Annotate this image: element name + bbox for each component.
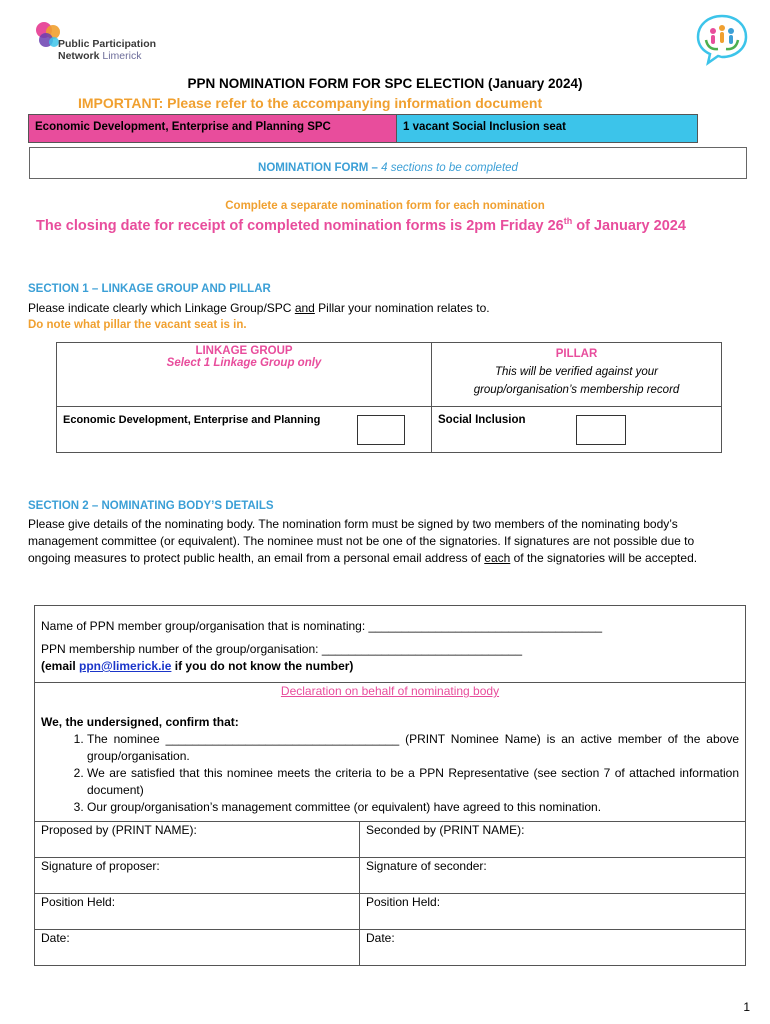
email-link[interactable]: ppn@limerick.ie [79, 659, 172, 673]
proposed-by-field[interactable]: Proposed by (PRINT NAME): [35, 822, 360, 858]
form-title: PPN NOMINATION FORM FOR SPC ELECTION (January 2024) [187, 76, 583, 91]
seconder-date-field[interactable]: Date: [360, 930, 746, 966]
pillar-instruction-1: This will be verified against your [495, 366, 658, 378]
declaration-item: 3. Our group/organisation’s management committee (or equivalent) have agreed to this nomination. [87, 799, 739, 816]
pillar-header: PILLAR [555, 348, 598, 360]
pillar-checkbox[interactable] [576, 415, 626, 445]
org-name-line2: Network [58, 50, 100, 62]
section2-heading: SECTION 2 – NOMINATING BODY’S DETAILS [28, 500, 274, 512]
section1-note: Do note what pillar the vacant seat is in. [28, 319, 247, 331]
proposer-position-field[interactable]: Position Held: [35, 894, 360, 930]
email-note: (email ppn@limerick.ie if you do not know the number) [41, 659, 354, 673]
pillar-instruction-2: group/organisation’s membership record [473, 384, 680, 396]
pillar-option: Social Inclusion [438, 414, 526, 426]
org-name-line1: Public Participation [58, 38, 157, 50]
section1-heading: SECTION 1 – LINKAGE GROUP AND PILLAR [28, 283, 271, 295]
declaration-item: 1. The nominee ___________________________________ (PRINT Nominee Name) is an active member of the above group/organisation. [87, 731, 739, 765]
confirm-statement: We, the undersigned, confirm that: [41, 715, 239, 729]
seconder-position-field[interactable]: Position Held: [360, 894, 746, 930]
nominating-body-table [34, 605, 746, 966]
page-number: 1 [743, 1000, 750, 1014]
linkage-group-header: LINKAGE GROUP [195, 345, 293, 357]
important-note: IMPORTANT: Please refer to the accompanying information document [78, 95, 543, 111]
section1-text: Please indicate clearly which Linkage Group/SPC and Pillar your nomination relates to. [28, 301, 490, 315]
org-name-field[interactable]: Name of PPN member group/organisation that is nominating: ___________________________________ [41, 619, 603, 633]
declaration-item: 2. We are satisfied that this nominee meets the criteria to be a PPN Representative (see section 7 of attached information document) [87, 765, 739, 799]
proposer-date-field[interactable]: Date: [35, 930, 360, 966]
seconder-signature-field[interactable]: Signature of seconder: [360, 858, 746, 894]
vacancy: 1 vacant Social Inclusion seat [397, 115, 697, 142]
linkage-group-option: Economic Development, Enterprise and Planning [63, 414, 321, 426]
declaration-title: Declaration on behalf of nominating body [280, 684, 500, 698]
linkage-pillar-table [56, 342, 722, 453]
seconded-by-field[interactable]: Seconded by (PRINT NAME): [360, 822, 746, 858]
community-chat-icon [694, 12, 750, 66]
section2-text: Please give details of the nominating body. The nomination form must be signed by two members of the nominating body’s management committee (or equivalent). The nominee must not be one of the signatories. If signatures are not possible due to ongoing measures to protect public health, an email from a personal email address of each of the signatories will be accepted. [28, 517, 698, 565]
org-name-location: Limerick [102, 50, 142, 62]
declaration-list [41, 731, 739, 816]
spc-name: Economic Development, Enterprise and Planning SPC [29, 115, 397, 142]
nomination-form-box [29, 147, 747, 179]
proposer-signature-field[interactable]: Signature of proposer: [35, 858, 360, 894]
seat-bar [28, 114, 698, 143]
closing-date: The closing date for receipt of completed nomination forms is 2pm Friday 26th of January 2024 [36, 216, 686, 234]
ppn-logo [34, 20, 214, 68]
linkage-group-instruction: Select 1 Linkage Group only [166, 357, 322, 369]
nomination-form-label: NOMINATION FORM – [258, 162, 378, 174]
sections-count: 4 sections to be completed [381, 162, 518, 174]
membership-number-field[interactable]: PPN membership number of the group/organisation: ______________________________ [41, 642, 523, 656]
separate-form-note: Complete a separate nomination form for each nomination [225, 200, 545, 212]
linkage-group-checkbox[interactable] [357, 415, 405, 445]
